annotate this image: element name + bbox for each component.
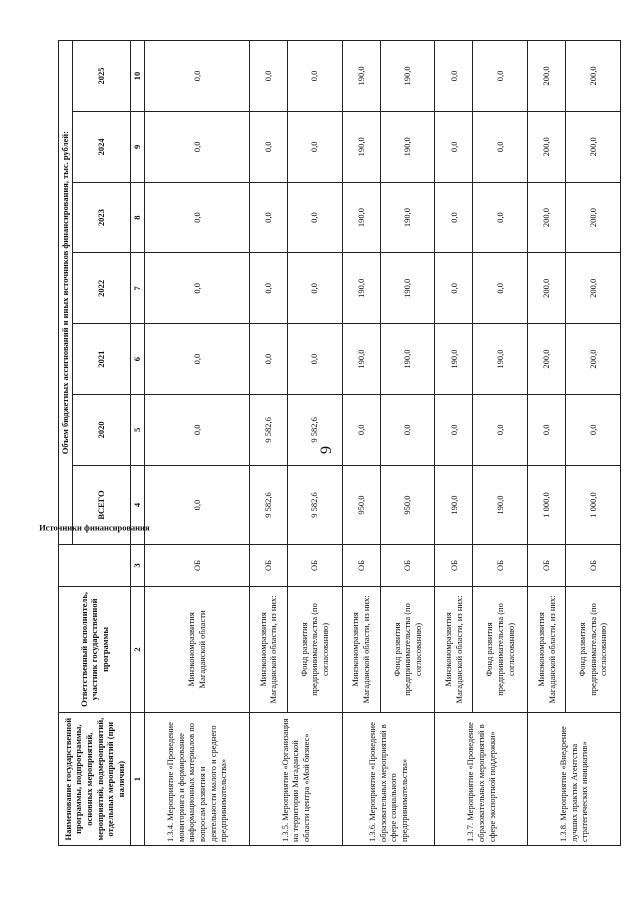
value-cell: 0,0	[435, 111, 473, 182]
header-col-number: 4	[131, 465, 145, 545]
executor-cell: Фонд развития предпринимательства (по согласованию)	[473, 586, 528, 713]
value-cell: 0,0	[287, 253, 342, 324]
value-cell: 9 582,6	[287, 465, 342, 545]
value-cell: 190,0	[380, 41, 435, 112]
value-cell: 0,0	[287, 41, 342, 112]
value-cell: 200,0	[528, 324, 566, 395]
source-cell: ОБ	[528, 545, 566, 586]
executor-cell: Минэкономразвития Магаданской области, из них:	[249, 586, 287, 713]
value-cell: 0,0	[145, 111, 250, 182]
value-cell: 9 582,6	[249, 465, 287, 545]
value-cell: 0,0	[145, 465, 250, 545]
source-cell: ОБ	[287, 545, 342, 586]
value-cell: 190,0	[380, 111, 435, 182]
source-cell: ОБ	[380, 545, 435, 586]
activity-name: 1.3.4. Мероприятие «Проведение мониторинга и формирование информационных материалов по вопросам развития и деятельности малого и среднего предпринимательства»	[145, 713, 250, 846]
header-col-number: 2	[131, 586, 145, 713]
value-cell: 200,0	[566, 182, 621, 253]
value-cell: 0,0	[145, 394, 250, 465]
value-cell: 0,0	[249, 182, 287, 253]
value-cell: 190,0	[380, 182, 435, 253]
executor-cell: Минэкономразвития Магаданской области, из них:	[528, 586, 566, 713]
header-name: Наименование государственной программы, подпрограммы, основных мероприятий, мероприятий, подмероприятий, отдельных мероприятий (при наличии)	[59, 713, 131, 846]
table-row	[145, 41, 250, 846]
header-executor: Ответственный исполнитель, участник государственной программы	[59, 586, 131, 713]
value-cell: 0,0	[473, 253, 528, 324]
header-col-number: 10	[131, 41, 145, 112]
value-cell: 0,0	[145, 41, 250, 112]
value-cell: 190,0	[435, 465, 473, 545]
table-body	[145, 41, 621, 846]
header-year-5: 2024	[73, 111, 131, 182]
value-cell: 0,0	[528, 394, 566, 465]
value-cell: 1 000,0	[566, 465, 621, 545]
value-cell: 0,0	[249, 111, 287, 182]
value-cell: 190,0	[380, 324, 435, 395]
header-group: Объем бюджетных ассигнований и иных источников финансирования, тыс. рублей:	[59, 41, 73, 545]
value-cell: 190,0	[342, 253, 380, 324]
header-col-number: 6	[131, 324, 145, 395]
source-cell: ОБ	[435, 545, 473, 586]
value-cell: 200,0	[528, 41, 566, 112]
header-numbers-row	[131, 41, 145, 846]
value-cell: 200,0	[566, 324, 621, 395]
executor-cell: Фонд развития предпринимательства (по согласованию)	[566, 586, 621, 713]
value-cell: 190,0	[342, 182, 380, 253]
value-cell: 190,0	[473, 324, 528, 395]
source-cell: ОБ	[249, 545, 287, 586]
header-year-4: 2023	[73, 182, 131, 253]
value-cell: 1 000,0	[528, 465, 566, 545]
value-cell: 0,0	[473, 182, 528, 253]
value-cell: 950,0	[342, 465, 380, 545]
financing-table	[39, 40, 621, 846]
value-cell: 0,0	[566, 394, 621, 465]
value-cell: 200,0	[528, 111, 566, 182]
value-cell: 0,0	[145, 253, 250, 324]
table-row	[249, 41, 287, 846]
value-cell: 9 582,6	[287, 394, 342, 465]
value-cell: 190,0	[435, 324, 473, 395]
value-cell: 0,0	[380, 394, 435, 465]
table-row	[435, 41, 473, 846]
value-cell: 0,0	[287, 324, 342, 395]
activity-name: 1.3.8. Мероприятие «Внедрение лучших практик Агентства стратегических инициатив»	[528, 713, 621, 846]
value-cell: 190,0	[342, 41, 380, 112]
value-cell: 950,0	[380, 465, 435, 545]
value-cell: 0,0	[435, 394, 473, 465]
value-cell: 0,0	[473, 394, 528, 465]
header-year-0: ВСЕГО	[73, 465, 131, 545]
executor-cell: Минэкономразвития Магаданской области, из них:	[435, 586, 473, 713]
value-cell: 0,0	[249, 253, 287, 324]
value-cell: 200,0	[566, 41, 621, 112]
value-cell: 0,0	[342, 394, 380, 465]
executor-cell: Минэкономразвития Магаданской области, из них:	[342, 586, 380, 713]
value-cell: 0,0	[249, 324, 287, 395]
source-cell: ОБ	[145, 545, 250, 586]
header-col-number: 8	[131, 182, 145, 253]
value-cell: 190,0	[473, 465, 528, 545]
value-cell: 0,0	[435, 182, 473, 253]
header-col-number: 5	[131, 394, 145, 465]
value-cell: 200,0	[566, 111, 621, 182]
source-cell: ОБ	[342, 545, 380, 586]
value-cell: 0,0	[473, 111, 528, 182]
header-col-number: 1	[131, 713, 145, 846]
table-row	[528, 41, 566, 846]
executor-cell: Фонд развития предпринимательства (по согласованию)	[380, 586, 435, 713]
source-cell: ОБ	[473, 545, 528, 586]
header-year-6: 2025	[73, 41, 131, 112]
activity-name: 1.3.6. Мероприятие «Проведение образовательных мероприятий в сфере социального предпринимательства»	[342, 713, 435, 846]
value-cell: 0,0	[435, 41, 473, 112]
header-col-number: 7	[131, 253, 145, 324]
activity-name: 1.3.5. Мероприятие «Организация на территории Магаданской области центра «Мой бизнес»	[249, 713, 342, 846]
value-cell: 0,0	[435, 253, 473, 324]
value-cell: 200,0	[528, 182, 566, 253]
value-cell: 190,0	[380, 253, 435, 324]
value-cell: 200,0	[528, 253, 566, 324]
value-cell: 0,0	[473, 41, 528, 112]
value-cell: 0,0	[287, 111, 342, 182]
value-cell: 0,0	[249, 41, 287, 112]
value-cell: 190,0	[342, 111, 380, 182]
value-cell: 0,0	[145, 182, 250, 253]
header-source: Источники финансирования	[59, 545, 131, 586]
value-cell: 190,0	[342, 324, 380, 395]
header-col-number: 3	[131, 545, 145, 586]
value-cell: 9 582,6	[249, 394, 287, 465]
value-cell: 0,0	[145, 324, 250, 395]
source-cell: ОБ	[566, 545, 621, 586]
page-number: 9	[318, 446, 335, 454]
table-row	[342, 41, 380, 846]
executor-cell: Фонд развития предпринимательства (по согласованию)	[287, 586, 342, 713]
header-year-1: 2020	[73, 394, 131, 465]
financing-table-rotated	[39, 40, 621, 846]
value-cell: 0,0	[287, 182, 342, 253]
header-col-number: 9	[131, 111, 145, 182]
executor-cell: Минэкономразвития Магаданской области	[145, 586, 250, 713]
value-cell: 200,0	[566, 253, 621, 324]
header-year-2: 2021	[73, 324, 131, 395]
header-year-3: 2022	[73, 253, 131, 324]
activity-name: 1.3.7. Мероприятие «Проведение образовательных мероприятий в сфере экспортной поддержки»	[435, 713, 528, 846]
